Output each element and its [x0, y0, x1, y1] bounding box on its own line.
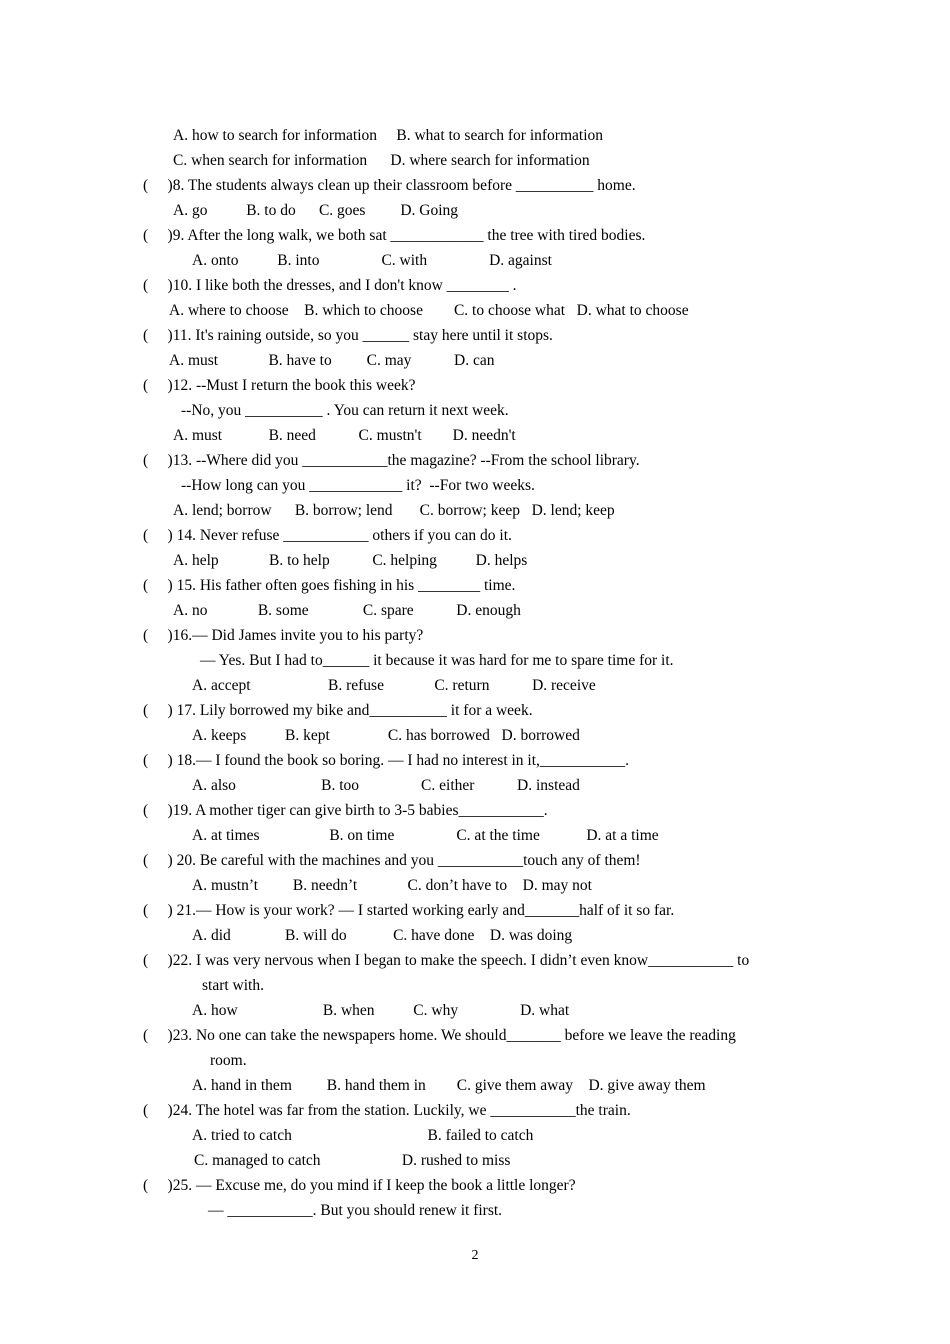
text-line: C. when search for information D. where search for information [173, 152, 590, 169]
question-10: ( )10. I like both the dresses, and I don't know ________ . [143, 277, 517, 294]
question-12: ( )12. --Must I return the book this week? [143, 377, 416, 394]
question-16-dialogue: — Yes. But I had to______ it because it was hard for me to spare time for it. [200, 652, 674, 669]
page-number: 2 [471, 1248, 479, 1263]
question-18: ( ) 18.— I found the book so boring. — I had no interest in it,___________. [143, 752, 630, 769]
question-8: ( )8. The students always clean up their classroom before __________ home. [143, 177, 636, 194]
question-8-options: A. go B. to do C. goes D. Going [173, 202, 459, 219]
question-12-options: A. must B. need C. mustn't D. needn't [173, 427, 516, 444]
question-18-options: A. also B. too C. either D. instead [192, 777, 580, 794]
question-15-options: A. no B. some C. spare D. enough [173, 602, 521, 619]
question-14-options: A. help B. to help C. helping D. helps [173, 552, 528, 569]
question-22-options: A. how B. when C. why D. what [192, 1002, 570, 1019]
question-25-dialogue: — ___________. But you should renew it first. [208, 1202, 503, 1219]
question-24-options-ab: A. tried to catch B. failed to catch [192, 1127, 534, 1144]
question-13-options: A. lend; borrow B. borrow; lend C. borrow; keep D. lend; keep [173, 502, 615, 519]
question-24-options-cd: C. managed to catch D. rushed to miss [194, 1152, 511, 1169]
question-19: ( )19. A mother tiger can give birth to 3-5 babies___________. [143, 802, 548, 819]
question-20: ( ) 20. Be careful with the machines and you ___________touch any of them! [143, 852, 641, 869]
question-15: ( ) 15. His father often goes fishing in his ________ time. [143, 577, 516, 594]
question-24: ( )24. The hotel was far from the station. Luckily, we ___________the train. [143, 1102, 631, 1119]
question-17-options: A. keeps B. kept C. has borrowed D. borrowed [192, 727, 580, 744]
question-22: ( )22. I was very nervous when I began to make the speech. I didn’t even know___________ to [143, 952, 750, 969]
question-11: ( )11. It's raining outside, so you ______ stay here until it stops. [143, 327, 553, 344]
question-13-dialogue: --How long can you ____________ it? --For two weeks. [181, 477, 535, 494]
question-22-continued: start with. [202, 977, 264, 994]
question-23-options: A. hand in them B. hand them in C. give them away D. give away them [192, 1077, 706, 1094]
question-9-options: A. onto B. into C. with D. against [192, 252, 552, 269]
question-23: ( )23. No one can take the newspapers home. We should_______ before we leave the reading [143, 1027, 736, 1044]
question-16-options: A. accept B. refuse C. return D. receive [192, 677, 596, 694]
question-10-options: A. where to choose B. which to choose C. to choose what D. what to choose [169, 302, 689, 319]
question-17: ( ) 17. Lily borrowed my bike and__________ it for a week. [143, 702, 533, 719]
question-11-options: A. must B. have to C. may D. can [169, 352, 495, 369]
question-13: ( )13. --Where did you ___________the magazine? --From the school library. [143, 452, 640, 469]
question-19-options: A. at times B. on time C. at the time D. at a time [192, 827, 659, 844]
question-9: ( )9. After the long walk, we both sat ____________ the tree with tired bodies. [143, 227, 646, 244]
question-25: ( )25. — Excuse me, do you mind if I keep the book a little longer? [143, 1177, 576, 1194]
question-12-dialogue: --No, you __________ . You can return it next week. [181, 402, 509, 419]
question-21-options: A. did B. will do C. have done D. was doing [192, 927, 573, 944]
question-21: ( ) 21.— How is your work? — I started working early and_______half of it so far. [143, 902, 675, 919]
question-20-options: A. mustn’t B. needn’t C. don’t have to D. may not [192, 877, 592, 894]
question-16: ( )16.— Did James invite you to his party? [143, 627, 424, 644]
text-line: A. how to search for information B. what to search for information [173, 127, 604, 144]
question-23-continued: room. [210, 1052, 247, 1069]
question-14: ( ) 14. Never refuse ___________ others if you can do it. [143, 527, 512, 544]
